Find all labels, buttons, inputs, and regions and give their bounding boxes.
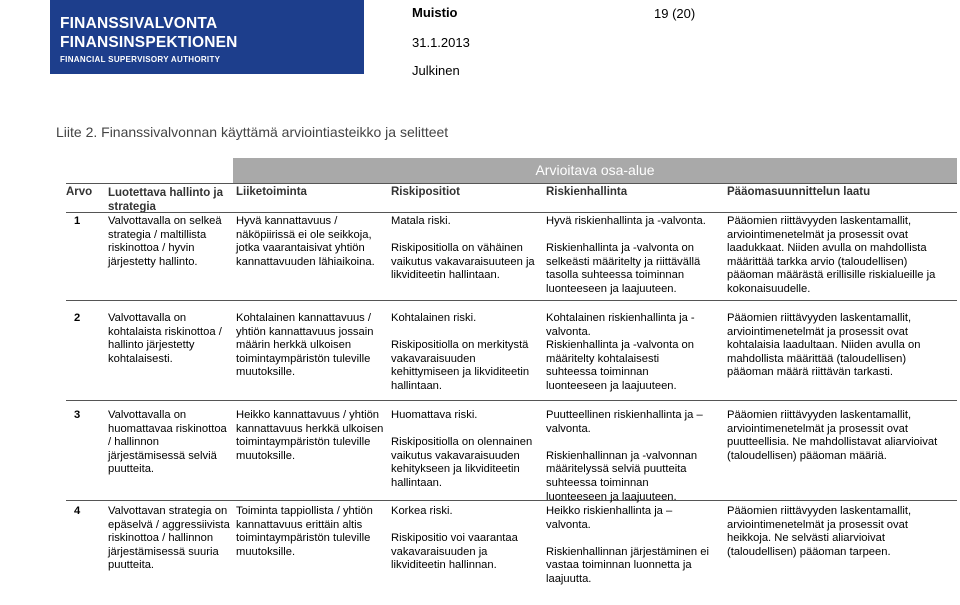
row-4-paaoma: Pääomien riittävyyden laskentamallit, arviointimenetelmät ja prosessit ovat heikkoja. Ne selvästi aliarvioivat (taloudellisen) pääoman tarpeen. <box>727 505 912 558</box>
row-1-riskienhallinta <box>546 215 716 297</box>
row-3-value: 3 <box>74 409 81 421</box>
logo-line-2: FINANSINSPEKTIONEN <box>60 34 238 51</box>
row-1-paaoma: Pääomien riittävyyden laskentamallit, arviointimenetelmät ja prosessit ovat laadukkaat. Niiden avulla on mahdollista määrittää tarkka arvio (taloudellisen) pääoman määrästä erillisille riskialueille ja kokonaisuudelle. <box>727 215 936 295</box>
table-top-rule <box>66 183 957 184</box>
row-3-liiketoiminta: Heikko kannattavuus / yhtiön kannattavuus herkkä ulkoisen toimintaympäristön tuleville muutoksille. <box>236 409 384 462</box>
row-3-riskipositiot <box>391 409 539 491</box>
row-2-paaoma: Pääomien riittävyyden laskentamallit, arviointimenetelmät ja prosessit ovat kohtalaisia laadultaan. Niiden avulla on mahdollista määrittää (taloudellisen) pääoman määrä riittävän tarkasti. <box>727 312 921 379</box>
row-4-riskienhallinta <box>546 505 716 587</box>
col-header-arvo: Arvo <box>66 186 93 198</box>
row-3-risk-text: Riskipositiolla on olennainen vaikutus vakavaraisuuden kehitykseen ja likviditeetin hallintaan. <box>391 436 533 489</box>
header-rule <box>66 212 957 213</box>
doc-classification: Julkinen <box>412 63 460 78</box>
row-4-rh-heading: Heikko riskienhallinta ja – valvonta. <box>546 505 673 531</box>
row-rule-3 <box>66 500 957 501</box>
page-title: Liite 2. Finanssivalvonnan käyttämä arviointiasteikko ja selitteet <box>56 124 449 140</box>
row-rule-2 <box>66 400 957 401</box>
row-1-risk-heading: Matala riski. <box>391 215 451 227</box>
row-4-riskipositiot <box>391 505 539 573</box>
row-2-risk-text: Riskipositiolla on merkitystä vakavaraisuuden kehittymiseen ja likviditeetin hallintaan. <box>391 339 530 392</box>
row-2-rh-text: Riskienhallinta ja -valvonta on määritelty kohtalaisesti suhteessa toiminnan luonteeseen ja laajuuteen. <box>546 339 695 392</box>
row-3-rh-heading: Puutteellinen riskienhallinta ja – valvonta. <box>546 409 703 435</box>
col-header-riskienhallinta: Riskienhallinta <box>546 186 628 198</box>
col-header-liiketoiminta: Liiketoiminta <box>236 186 307 198</box>
row-2-risk-heading: Kohtalainen riski. <box>391 312 477 324</box>
col-header-hallinto: Luotettava hallinto ja strategia <box>108 187 224 213</box>
logo-line-1: FINANSSIVALVONTA <box>60 15 218 32</box>
row-rule-1 <box>66 300 957 301</box>
row-1-rh-heading: Hyvä riskienhallinta ja -valvonta. <box>546 215 706 227</box>
row-2-value: 2 <box>74 312 81 324</box>
row-3-risk-heading: Huomattava riski. <box>391 409 478 421</box>
row-4-risk-text: Riskipositio voi vaarantaa vakavaraisuuden ja likviditeetin hallinnan. <box>391 532 518 572</box>
finanssivalvonta-logo <box>50 0 364 74</box>
row-1-hallinto: Valvottavalla on selkeä strategia / maltillista riskinottoa / hyvin järjestetty hallinto. <box>108 215 222 268</box>
row-1-risk-text: Riskipositiolla on vähäinen vaikutus vakavaraisuuteen ja likviditeetin hallintaan. <box>391 242 535 282</box>
row-1-rh-text: Riskienhallinta ja -valvonta on selkeästi määritelty ja riittävällä tasolla suhteessa toiminnan luonteeseen ja laajuuteen. <box>546 242 701 295</box>
logo-line-3: FINANCIAL SUPERVISORY AUTHORITY <box>60 55 221 64</box>
page-number: 19 (20) <box>654 6 696 21</box>
row-2-hallinto: Valvottavalla on kohtalaista riskinottoa / hallinto järjestetty kohtalaisesti. <box>108 312 222 365</box>
row-2-rh-heading: Kohtalainen riskienhallinta ja -valvonta. <box>546 312 695 338</box>
assessment-area-band: Arvioitava osa-alue <box>233 158 957 183</box>
row-1-value: 1 <box>74 215 81 227</box>
row-3-paaoma: Pääomien riittävyyden laskentamallit, arviointimenetelmät ja prosessit ovat puutteellisia. Ne mahdollistavat aliarvioivat (taloudellisen) pääoman määriä. <box>727 409 938 462</box>
row-3-rh-text: Riskienhallinnan ja -valvonnan määritelyssä selviä puutteita suhteessa toiminnan luonteeseen ja laajuuteen. <box>546 449 698 503</box>
doc-type: Muistio <box>412 5 458 20</box>
doc-date: 31.1.2013 <box>412 35 470 50</box>
row-4-hallinto: Valvottavan strategia on epäselvä / aggressiivista riskinottoa / hallinnon järjestämisessä suuria puutteita. <box>108 505 230 572</box>
row-4-rh-text: Riskienhallinnan järjestäminen ei vastaa toiminnan luonnetta ja laajuutta. <box>546 545 709 585</box>
row-2-riskipositiot <box>391 312 539 394</box>
row-4-liiketoiminta: Toiminta tappiollista / yhtiön kannattavuus erittäin altis toimintaympäristön tuleville muutoksille. <box>236 505 373 558</box>
row-2-riskienhallinta <box>546 312 708 394</box>
row-2-liiketoiminta: Kohtalainen kannattavuus / yhtiön kannattavuus jossain määrin herkkä ulkoisen toimintaympäristön tuleville muutoksille. <box>236 312 374 379</box>
row-1-riskipositiot <box>391 215 539 283</box>
row-3-hallinto: Valvottavalla on huomattavaa riskinottoa / hallinnon järjestämisessä selviä puutteita. <box>108 409 227 476</box>
row-4-risk-heading: Korkea riski. <box>391 505 453 517</box>
row-1-liiketoiminta: Hyvä kannattavuus / näköpiirissä ei ole seikkoja, jotka vaarantaisivat yhtiön kannattavuuden lähiaikoina. <box>236 215 375 268</box>
col-header-riskipositiot: Riskipositiot <box>391 186 461 198</box>
row-3-riskienhallinta <box>546 409 708 504</box>
row-4-value: 4 <box>74 505 81 517</box>
col-header-paaoma: Pääomasuunnittelun laatu <box>727 186 871 198</box>
